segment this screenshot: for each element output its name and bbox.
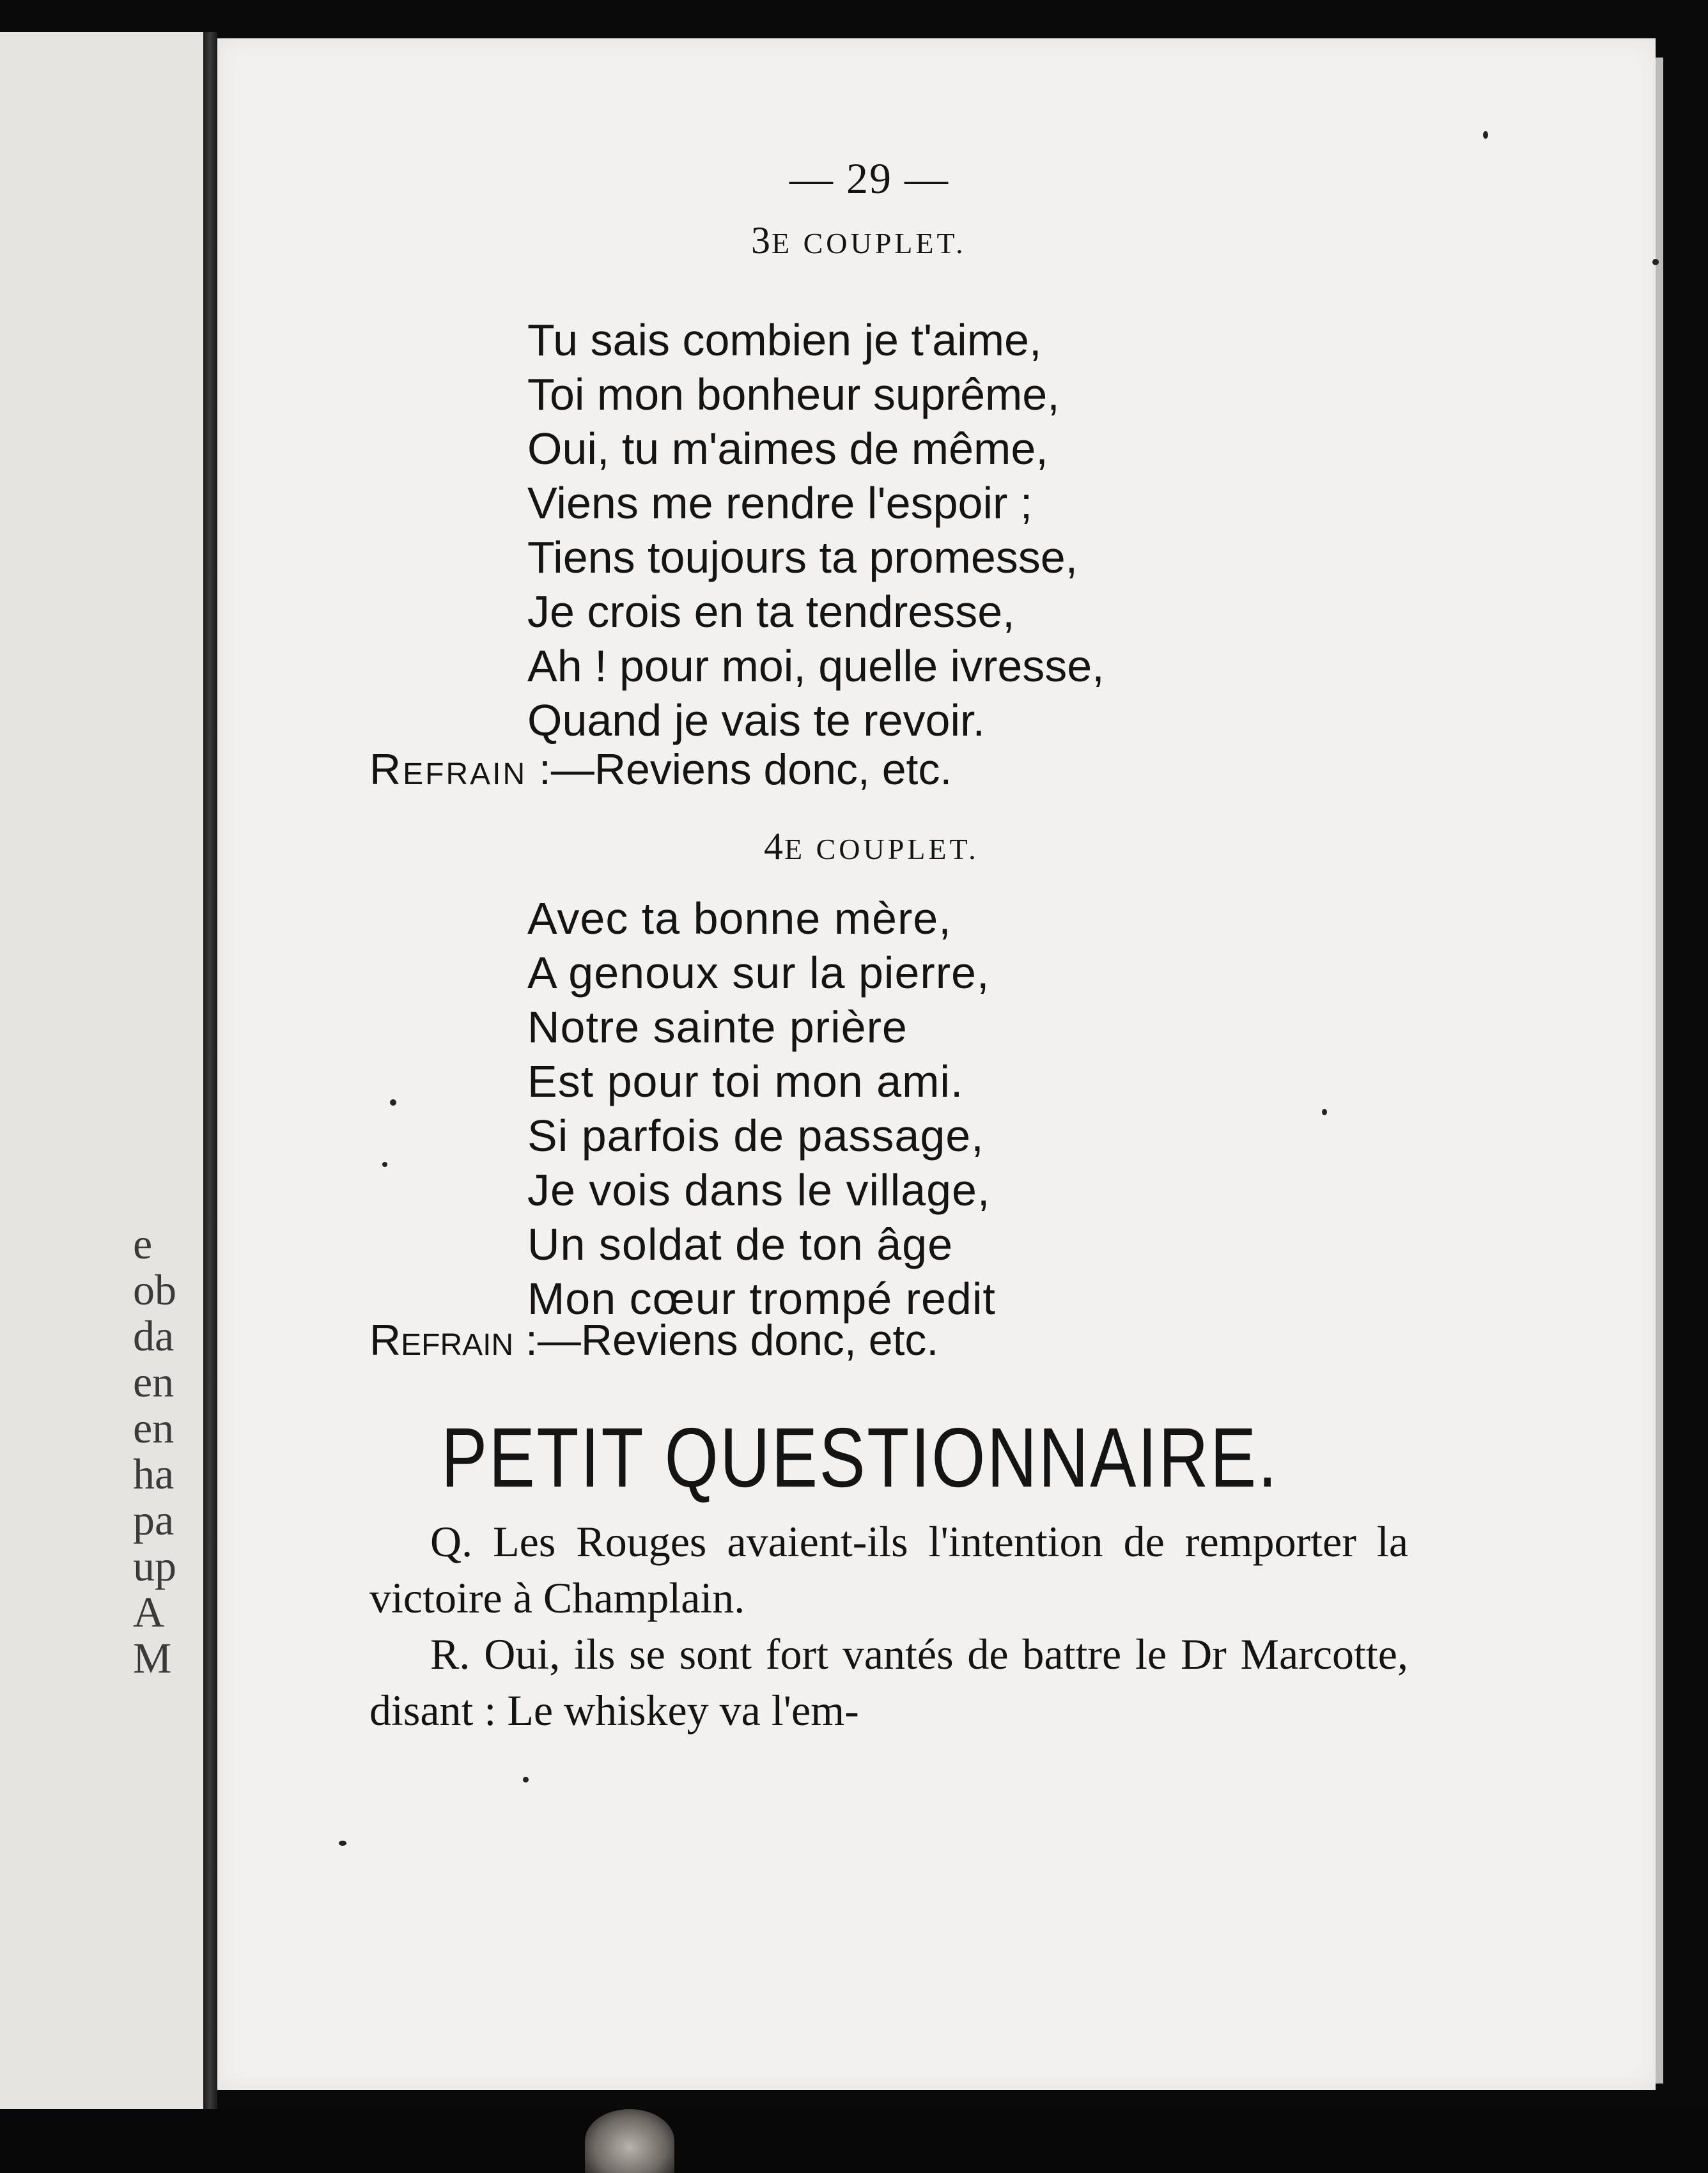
thumb-shadow: [585, 2109, 674, 2173]
verse-line: Viens me rendre l'espoir ;: [527, 478, 1033, 528]
refrain-label: Refrain: [369, 745, 527, 794]
couplet-3-heading-text: E COUPLET.: [772, 227, 967, 259]
couplet-3-number: 3: [751, 219, 772, 261]
scan-background: [0, 2109, 1708, 2173]
couplet-4-heading-text: E COUPLET.: [784, 833, 979, 865]
refrain-text: :—Reviens donc, etc.: [527, 745, 952, 794]
verse-line: Si parfois de passage,: [527, 1111, 984, 1161]
couplet-4-verse: [527, 892, 1358, 1326]
verse-line: Toi mon bonheur suprême,: [527, 369, 1060, 419]
left-fragment: up: [133, 1542, 176, 1590]
ink-speck: [1483, 131, 1488, 139]
left-fragment: ob: [133, 1265, 176, 1314]
couplet-4-refrain: [369, 1315, 938, 1365]
left-fragment: M: [133, 1634, 172, 1681]
couplet-4-heading: [764, 824, 979, 869]
ink-speck: [1652, 259, 1659, 265]
left-fragment: da: [133, 1311, 175, 1360]
left-fragment: pa: [133, 1496, 175, 1544]
page-number: — 29 —: [789, 154, 949, 203]
verse-line: Je vois dans le village,: [527, 1165, 991, 1215]
answer-paragraph: [369, 1626, 1408, 1738]
verse-line: Avec ta bonne mère,: [527, 893, 952, 943]
verse-line: Un soldat de ton âge: [527, 1219, 954, 1269]
left-fragment: ha: [133, 1450, 175, 1498]
verse-line: Mon cœur trompé redit: [527, 1274, 996, 1324]
left-fragment: en: [133, 1404, 175, 1452]
verse-line: Quand je vais te revoir.: [527, 695, 985, 745]
answer-text: R. Oui, ils se sont fort vantés de battre le Dr Marcotte, disant : Le whiskey va l'em-: [369, 1630, 1408, 1735]
left-page-text-fragments: [133, 1221, 203, 1681]
ink-speck: [1322, 1109, 1327, 1115]
ink-speck: [382, 1162, 387, 1167]
ink-speck: [523, 1777, 529, 1782]
ink-speck: [390, 1099, 396, 1106]
verse-line: Notre sainte prière: [527, 1002, 908, 1052]
section-title: PETIT QUESTIONNAIRE.: [441, 1411, 1279, 1504]
ink-speck: [339, 1841, 346, 1846]
verse-line: Tu sais combien je t'aime,: [527, 315, 1042, 365]
couplet-3-verse: [527, 313, 1358, 748]
verse-line: Tiens toujours ta promesse,: [527, 532, 1078, 582]
refrain-label: Refrain: [369, 1316, 514, 1365]
refrain-text: :—Reviens donc, etc.: [513, 1316, 939, 1365]
verse-line: Ah ! pour moi, quelle ivresse,: [527, 641, 1105, 691]
verse-line: Je crois en ta tendresse,: [527, 587, 1015, 637]
question-text: Q. Les Rouges avaient-ils l'intention de remporter la victoire à Champlain.: [369, 1517, 1408, 1622]
verse-line: Oui, tu m'aimes de même,: [527, 424, 1048, 474]
verse-line: Est pour toi mon ami.: [527, 1056, 964, 1106]
book-gutter: [203, 32, 217, 2109]
page-edge-shadow: [1656, 58, 1663, 2084]
couplet-3-refrain: [369, 745, 952, 794]
left-page-edge: [0, 32, 203, 2109]
verse-line: A genoux sur la pierre,: [527, 948, 990, 998]
couplet-4-number: 4: [764, 825, 784, 867]
left-fragment: en: [133, 1357, 175, 1406]
left-fragment: A: [133, 1588, 165, 1636]
left-fragment: e: [133, 1221, 153, 1268]
question-paragraph: [369, 1513, 1408, 1626]
couplet-3-heading: [751, 219, 967, 263]
